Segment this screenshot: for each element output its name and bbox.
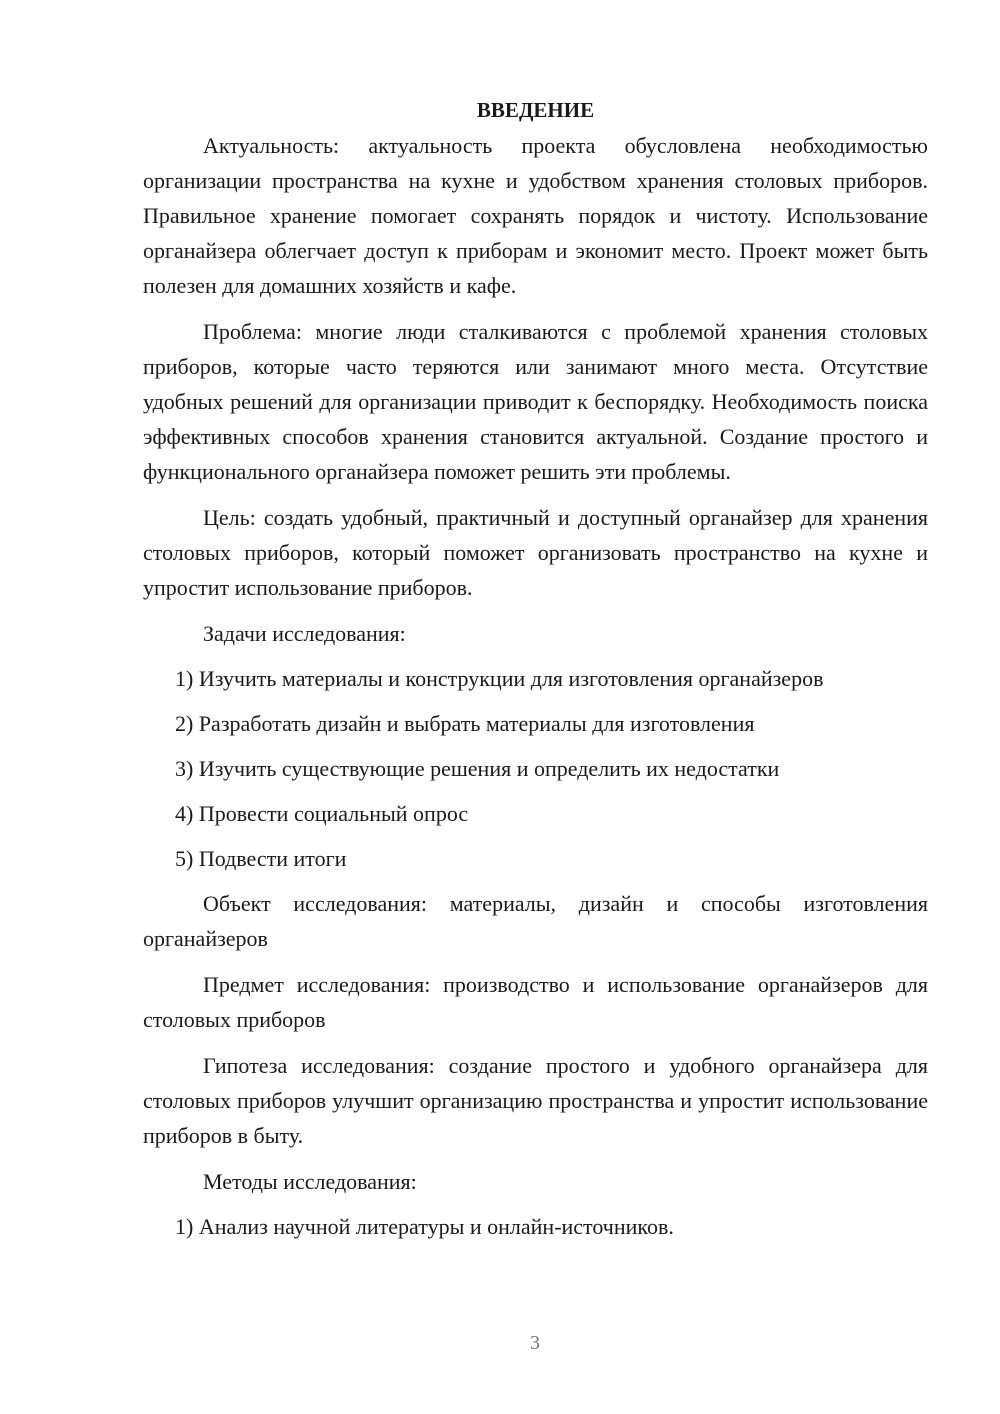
task-item-5: 5) Подвести итоги xyxy=(175,846,347,871)
method-item-1: 1) Анализ научной литературы и онлайн-источников. xyxy=(175,1214,674,1239)
document-page xyxy=(143,92,928,1244)
page-number: 3 xyxy=(530,1332,540,1354)
page-title: ВВЕДЕНИЕ xyxy=(476,98,595,122)
goal-paragraph: Цель: создать удобный, практичный и доступный органайзер для хранения столовых приборов, который поможет организовать пространство на кухне и упростит использование приборов. xyxy=(143,505,928,600)
methods-heading: Методы исследования: xyxy=(203,1169,417,1194)
subject-paragraph: Предмет исследования: производство и использование органайзеров для столовых приборов xyxy=(143,972,928,1032)
problem-paragraph: Проблема: многие люди сталкиваются с проблемой хранения столовых приборов, которые часто теряются или занимают много места. Отсутствие удобных решений для организации приводит к беспорядку. Необходимость поиска эффективных способов хранения становится актуальной. Создание простого и функционального органайзера поможет решить эти проблемы. xyxy=(143,319,928,484)
hypothesis-paragraph: Гипотеза исследования: создание простого и удобного органайзера для столовых приборов улучшит организацию пространства и упростит использование приборов в быту. xyxy=(143,1053,928,1148)
object-paragraph: Объект исследования: материалы, дизайн и способы изготовления органайзеров xyxy=(143,891,928,951)
tasks-heading: Задачи исследования: xyxy=(203,621,406,646)
task-item-2: 2) Разработать дизайн и выбрать материалы для изготовления xyxy=(175,711,755,736)
relevance-paragraph: Актуальность: актуальность проекта обусловлена необходимостью организации пространства на кухне и удобством хранения столовых приборов. Правильное хранение помогает сохранять порядок и чистоту. Использование органайзера облегчает доступ к приборам и экономит место. Проект может быть полезен для домашних хозяйств и кафе. xyxy=(143,133,928,298)
task-item-3: 3) Изучить существующие решения и определить их недостатки xyxy=(175,756,780,781)
task-item-1: 1) Изучить материалы и конструкции для изготовления органайзеров xyxy=(175,666,824,691)
task-item-4: 4) Провести социальный опрос xyxy=(175,801,469,826)
